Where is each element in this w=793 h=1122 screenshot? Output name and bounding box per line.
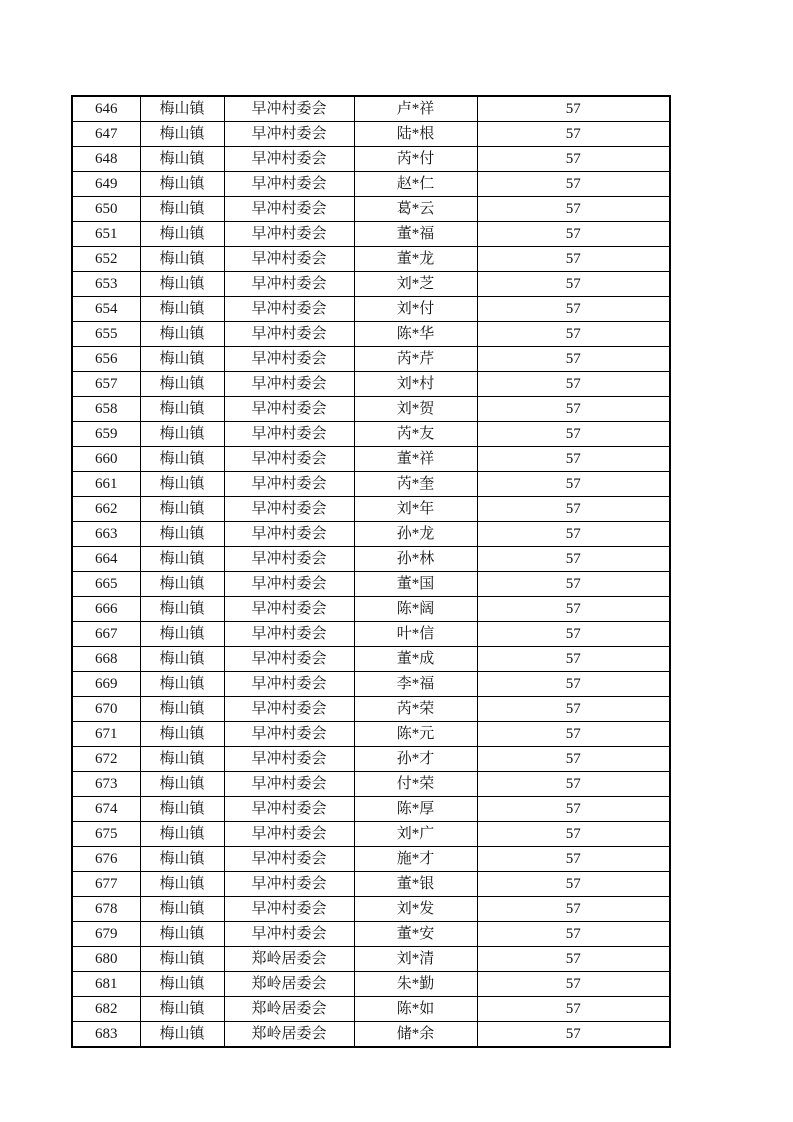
person-name-cell: 陈*元 [354, 722, 477, 747]
row-number-cell: 659 [72, 422, 140, 447]
table-body [72, 96, 670, 1047]
person-name-cell: 刘*发 [354, 897, 477, 922]
person-name-cell: 芮*芹 [354, 347, 477, 372]
row-number-cell: 653 [72, 272, 140, 297]
value-cell: 57 [477, 497, 670, 522]
value-cell: 57 [477, 672, 670, 697]
value-cell: 57 [477, 872, 670, 897]
row-number-cell: 647 [72, 122, 140, 147]
town-cell: 梅山镇 [140, 997, 224, 1022]
committee-cell: 早冲村委会 [224, 497, 354, 522]
town-cell: 梅山镇 [140, 522, 224, 547]
town-cell: 梅山镇 [140, 322, 224, 347]
table-row [72, 1022, 670, 1048]
person-name-cell: 刘*清 [354, 947, 477, 972]
table-row [72, 522, 670, 547]
town-cell: 梅山镇 [140, 672, 224, 697]
town-cell: 梅山镇 [140, 897, 224, 922]
committee-cell: 早冲村委会 [224, 597, 354, 622]
committee-cell: 早冲村委会 [224, 847, 354, 872]
row-number-cell: 656 [72, 347, 140, 372]
person-name-cell: 刘*广 [354, 822, 477, 847]
table-row [72, 272, 670, 297]
committee-cell: 郑岭居委会 [224, 997, 354, 1022]
row-number-cell: 651 [72, 222, 140, 247]
town-cell: 梅山镇 [140, 372, 224, 397]
row-number-cell: 646 [72, 96, 140, 122]
table-row [72, 797, 670, 822]
town-cell: 梅山镇 [140, 972, 224, 997]
row-number-cell: 678 [72, 897, 140, 922]
value-cell: 57 [477, 597, 670, 622]
committee-cell: 早冲村委会 [224, 297, 354, 322]
town-cell: 梅山镇 [140, 197, 224, 222]
value-cell: 57 [477, 847, 670, 872]
committee-cell: 早冲村委会 [224, 447, 354, 472]
table-row [72, 572, 670, 597]
person-name-cell: 刘*付 [354, 297, 477, 322]
town-cell: 梅山镇 [140, 647, 224, 672]
committee-cell: 早冲村委会 [224, 872, 354, 897]
town-cell: 梅山镇 [140, 272, 224, 297]
town-cell: 梅山镇 [140, 172, 224, 197]
person-name-cell: 董*银 [354, 872, 477, 897]
person-name-cell: 储*余 [354, 1022, 477, 1048]
person-name-cell: 叶*信 [354, 622, 477, 647]
person-name-cell: 孙*林 [354, 547, 477, 572]
person-name-cell: 芮*奎 [354, 472, 477, 497]
row-number-cell: 675 [72, 822, 140, 847]
row-number-cell: 663 [72, 522, 140, 547]
table-row [72, 647, 670, 672]
value-cell: 57 [477, 897, 670, 922]
town-cell: 梅山镇 [140, 147, 224, 172]
row-number-cell: 670 [72, 697, 140, 722]
town-cell: 梅山镇 [140, 1022, 224, 1048]
committee-cell: 早冲村委会 [224, 922, 354, 947]
committee-cell: 早冲村委会 [224, 697, 354, 722]
value-cell: 57 [477, 622, 670, 647]
committee-cell: 早冲村委会 [224, 96, 354, 122]
committee-cell: 郑岭居委会 [224, 1022, 354, 1048]
table-row [72, 122, 670, 147]
row-number-cell: 664 [72, 547, 140, 572]
town-cell: 梅山镇 [140, 547, 224, 572]
person-name-cell: 董*福 [354, 222, 477, 247]
town-cell: 梅山镇 [140, 96, 224, 122]
person-name-cell: 芮*友 [354, 422, 477, 447]
value-cell: 57 [477, 947, 670, 972]
value-cell: 57 [477, 922, 670, 947]
person-name-cell: 施*才 [354, 847, 477, 872]
row-number-cell: 655 [72, 322, 140, 347]
town-cell: 梅山镇 [140, 822, 224, 847]
town-cell: 梅山镇 [140, 497, 224, 522]
table-row [72, 247, 670, 272]
town-cell: 梅山镇 [140, 397, 224, 422]
table-row [72, 347, 670, 372]
table-row [72, 997, 670, 1022]
person-name-cell: 刘*村 [354, 372, 477, 397]
person-name-cell: 刘*年 [354, 497, 477, 522]
table-row [72, 397, 670, 422]
town-cell: 梅山镇 [140, 722, 224, 747]
town-cell: 梅山镇 [140, 297, 224, 322]
committee-cell: 早冲村委会 [224, 672, 354, 697]
town-cell: 梅山镇 [140, 472, 224, 497]
value-cell: 57 [477, 297, 670, 322]
value-cell: 57 [477, 1022, 670, 1048]
committee-cell: 早冲村委会 [224, 197, 354, 222]
person-name-cell: 葛*云 [354, 197, 477, 222]
committee-cell: 早冲村委会 [224, 897, 354, 922]
beneficiary-table [71, 95, 671, 1048]
person-name-cell: 陈*华 [354, 322, 477, 347]
value-cell: 57 [477, 272, 670, 297]
table-row [72, 222, 670, 247]
row-number-cell: 682 [72, 997, 140, 1022]
value-cell: 57 [477, 347, 670, 372]
value-cell: 57 [477, 647, 670, 672]
committee-cell: 早冲村委会 [224, 797, 354, 822]
town-cell: 梅山镇 [140, 222, 224, 247]
table-row [72, 372, 670, 397]
person-name-cell: 陈*阔 [354, 597, 477, 622]
table-row [72, 322, 670, 347]
town-cell: 梅山镇 [140, 122, 224, 147]
person-name-cell: 董*国 [354, 572, 477, 597]
person-name-cell: 董*安 [354, 922, 477, 947]
value-cell: 57 [477, 197, 670, 222]
row-number-cell: 657 [72, 372, 140, 397]
row-number-cell: 679 [72, 922, 140, 947]
committee-cell: 早冲村委会 [224, 722, 354, 747]
row-number-cell: 672 [72, 747, 140, 772]
committee-cell: 早冲村委会 [224, 647, 354, 672]
committee-cell: 郑岭居委会 [224, 972, 354, 997]
value-cell: 57 [477, 122, 670, 147]
table-row [72, 197, 670, 222]
committee-cell: 早冲村委会 [224, 822, 354, 847]
value-cell: 57 [477, 322, 670, 347]
committee-cell: 早冲村委会 [224, 147, 354, 172]
value-cell: 57 [477, 147, 670, 172]
person-name-cell: 芮*付 [354, 147, 477, 172]
row-number-cell: 667 [72, 622, 140, 647]
town-cell: 梅山镇 [140, 872, 224, 897]
row-number-cell: 658 [72, 397, 140, 422]
town-cell: 梅山镇 [140, 247, 224, 272]
table-row [72, 672, 670, 697]
value-cell: 57 [477, 822, 670, 847]
town-cell: 梅山镇 [140, 797, 224, 822]
person-name-cell: 董*龙 [354, 247, 477, 272]
table-row [72, 822, 670, 847]
table-row [72, 547, 670, 572]
row-number-cell: 654 [72, 297, 140, 322]
town-cell: 梅山镇 [140, 622, 224, 647]
value-cell: 57 [477, 222, 670, 247]
row-number-cell: 683 [72, 1022, 140, 1048]
row-number-cell: 668 [72, 647, 140, 672]
committee-cell: 早冲村委会 [224, 747, 354, 772]
committee-cell: 早冲村委会 [224, 172, 354, 197]
committee-cell: 早冲村委会 [224, 422, 354, 447]
row-number-cell: 649 [72, 172, 140, 197]
town-cell: 梅山镇 [140, 847, 224, 872]
value-cell: 57 [477, 172, 670, 197]
table-row [72, 597, 670, 622]
town-cell: 梅山镇 [140, 772, 224, 797]
value-cell: 57 [477, 397, 670, 422]
value-cell: 57 [477, 472, 670, 497]
table-row [72, 497, 670, 522]
row-number-cell: 677 [72, 872, 140, 897]
committee-cell: 早冲村委会 [224, 247, 354, 272]
town-cell: 梅山镇 [140, 597, 224, 622]
committee-cell: 早冲村委会 [224, 397, 354, 422]
row-number-cell: 669 [72, 672, 140, 697]
row-number-cell: 661 [72, 472, 140, 497]
person-name-cell: 李*福 [354, 672, 477, 697]
table-row [72, 622, 670, 647]
table-row [72, 147, 670, 172]
table-row [72, 472, 670, 497]
table-row [72, 847, 670, 872]
committee-cell: 早冲村委会 [224, 372, 354, 397]
person-name-cell: 陈*如 [354, 997, 477, 1022]
value-cell: 57 [477, 772, 670, 797]
town-cell: 梅山镇 [140, 947, 224, 972]
person-name-cell: 付*荣 [354, 772, 477, 797]
table-row [72, 297, 670, 322]
committee-cell: 早冲村委会 [224, 572, 354, 597]
table-row [72, 447, 670, 472]
table-row [72, 422, 670, 447]
row-number-cell: 681 [72, 972, 140, 997]
town-cell: 梅山镇 [140, 422, 224, 447]
row-number-cell: 660 [72, 447, 140, 472]
value-cell: 57 [477, 797, 670, 822]
value-cell: 57 [477, 96, 670, 122]
value-cell: 57 [477, 522, 670, 547]
row-number-cell: 662 [72, 497, 140, 522]
value-cell: 57 [477, 422, 670, 447]
row-number-cell: 671 [72, 722, 140, 747]
committee-cell: 早冲村委会 [224, 522, 354, 547]
row-number-cell: 666 [72, 597, 140, 622]
row-number-cell: 676 [72, 847, 140, 872]
person-name-cell: 卢*祥 [354, 96, 477, 122]
table-row [72, 747, 670, 772]
value-cell: 57 [477, 697, 670, 722]
person-name-cell: 孙*才 [354, 747, 477, 772]
person-name-cell: 董*成 [354, 647, 477, 672]
committee-cell: 早冲村委会 [224, 222, 354, 247]
committee-cell: 郑岭居委会 [224, 947, 354, 972]
committee-cell: 早冲村委会 [224, 272, 354, 297]
table-row [72, 922, 670, 947]
value-cell: 57 [477, 547, 670, 572]
person-name-cell: 陆*根 [354, 122, 477, 147]
committee-cell: 早冲村委会 [224, 472, 354, 497]
value-cell: 57 [477, 972, 670, 997]
table-row [72, 972, 670, 997]
table-row [72, 697, 670, 722]
committee-cell: 早冲村委会 [224, 547, 354, 572]
committee-cell: 早冲村委会 [224, 347, 354, 372]
value-cell: 57 [477, 997, 670, 1022]
value-cell: 57 [477, 372, 670, 397]
committee-cell: 早冲村委会 [224, 322, 354, 347]
person-name-cell: 刘*芝 [354, 272, 477, 297]
value-cell: 57 [477, 447, 670, 472]
town-cell: 梅山镇 [140, 447, 224, 472]
row-number-cell: 652 [72, 247, 140, 272]
value-cell: 57 [477, 572, 670, 597]
row-number-cell: 674 [72, 797, 140, 822]
row-number-cell: 648 [72, 147, 140, 172]
table-row [72, 947, 670, 972]
person-name-cell: 朱*勤 [354, 972, 477, 997]
value-cell: 57 [477, 247, 670, 272]
value-cell: 57 [477, 722, 670, 747]
person-name-cell: 芮*荣 [354, 697, 477, 722]
person-name-cell: 赵*仁 [354, 172, 477, 197]
row-number-cell: 665 [72, 572, 140, 597]
town-cell: 梅山镇 [140, 922, 224, 947]
person-name-cell: 孙*龙 [354, 522, 477, 547]
town-cell: 梅山镇 [140, 747, 224, 772]
table-row [72, 96, 670, 122]
table-row [72, 172, 670, 197]
committee-cell: 早冲村委会 [224, 622, 354, 647]
value-cell: 57 [477, 747, 670, 772]
person-name-cell: 陈*厚 [354, 797, 477, 822]
table-row [72, 872, 670, 897]
table-row [72, 722, 670, 747]
row-number-cell: 650 [72, 197, 140, 222]
town-cell: 梅山镇 [140, 697, 224, 722]
row-number-cell: 673 [72, 772, 140, 797]
person-name-cell: 刘*贺 [354, 397, 477, 422]
table-row [72, 897, 670, 922]
person-name-cell: 董*祥 [354, 447, 477, 472]
town-cell: 梅山镇 [140, 572, 224, 597]
committee-cell: 早冲村委会 [224, 122, 354, 147]
town-cell: 梅山镇 [140, 347, 224, 372]
row-number-cell: 680 [72, 947, 140, 972]
committee-cell: 早冲村委会 [224, 772, 354, 797]
table-row [72, 772, 670, 797]
